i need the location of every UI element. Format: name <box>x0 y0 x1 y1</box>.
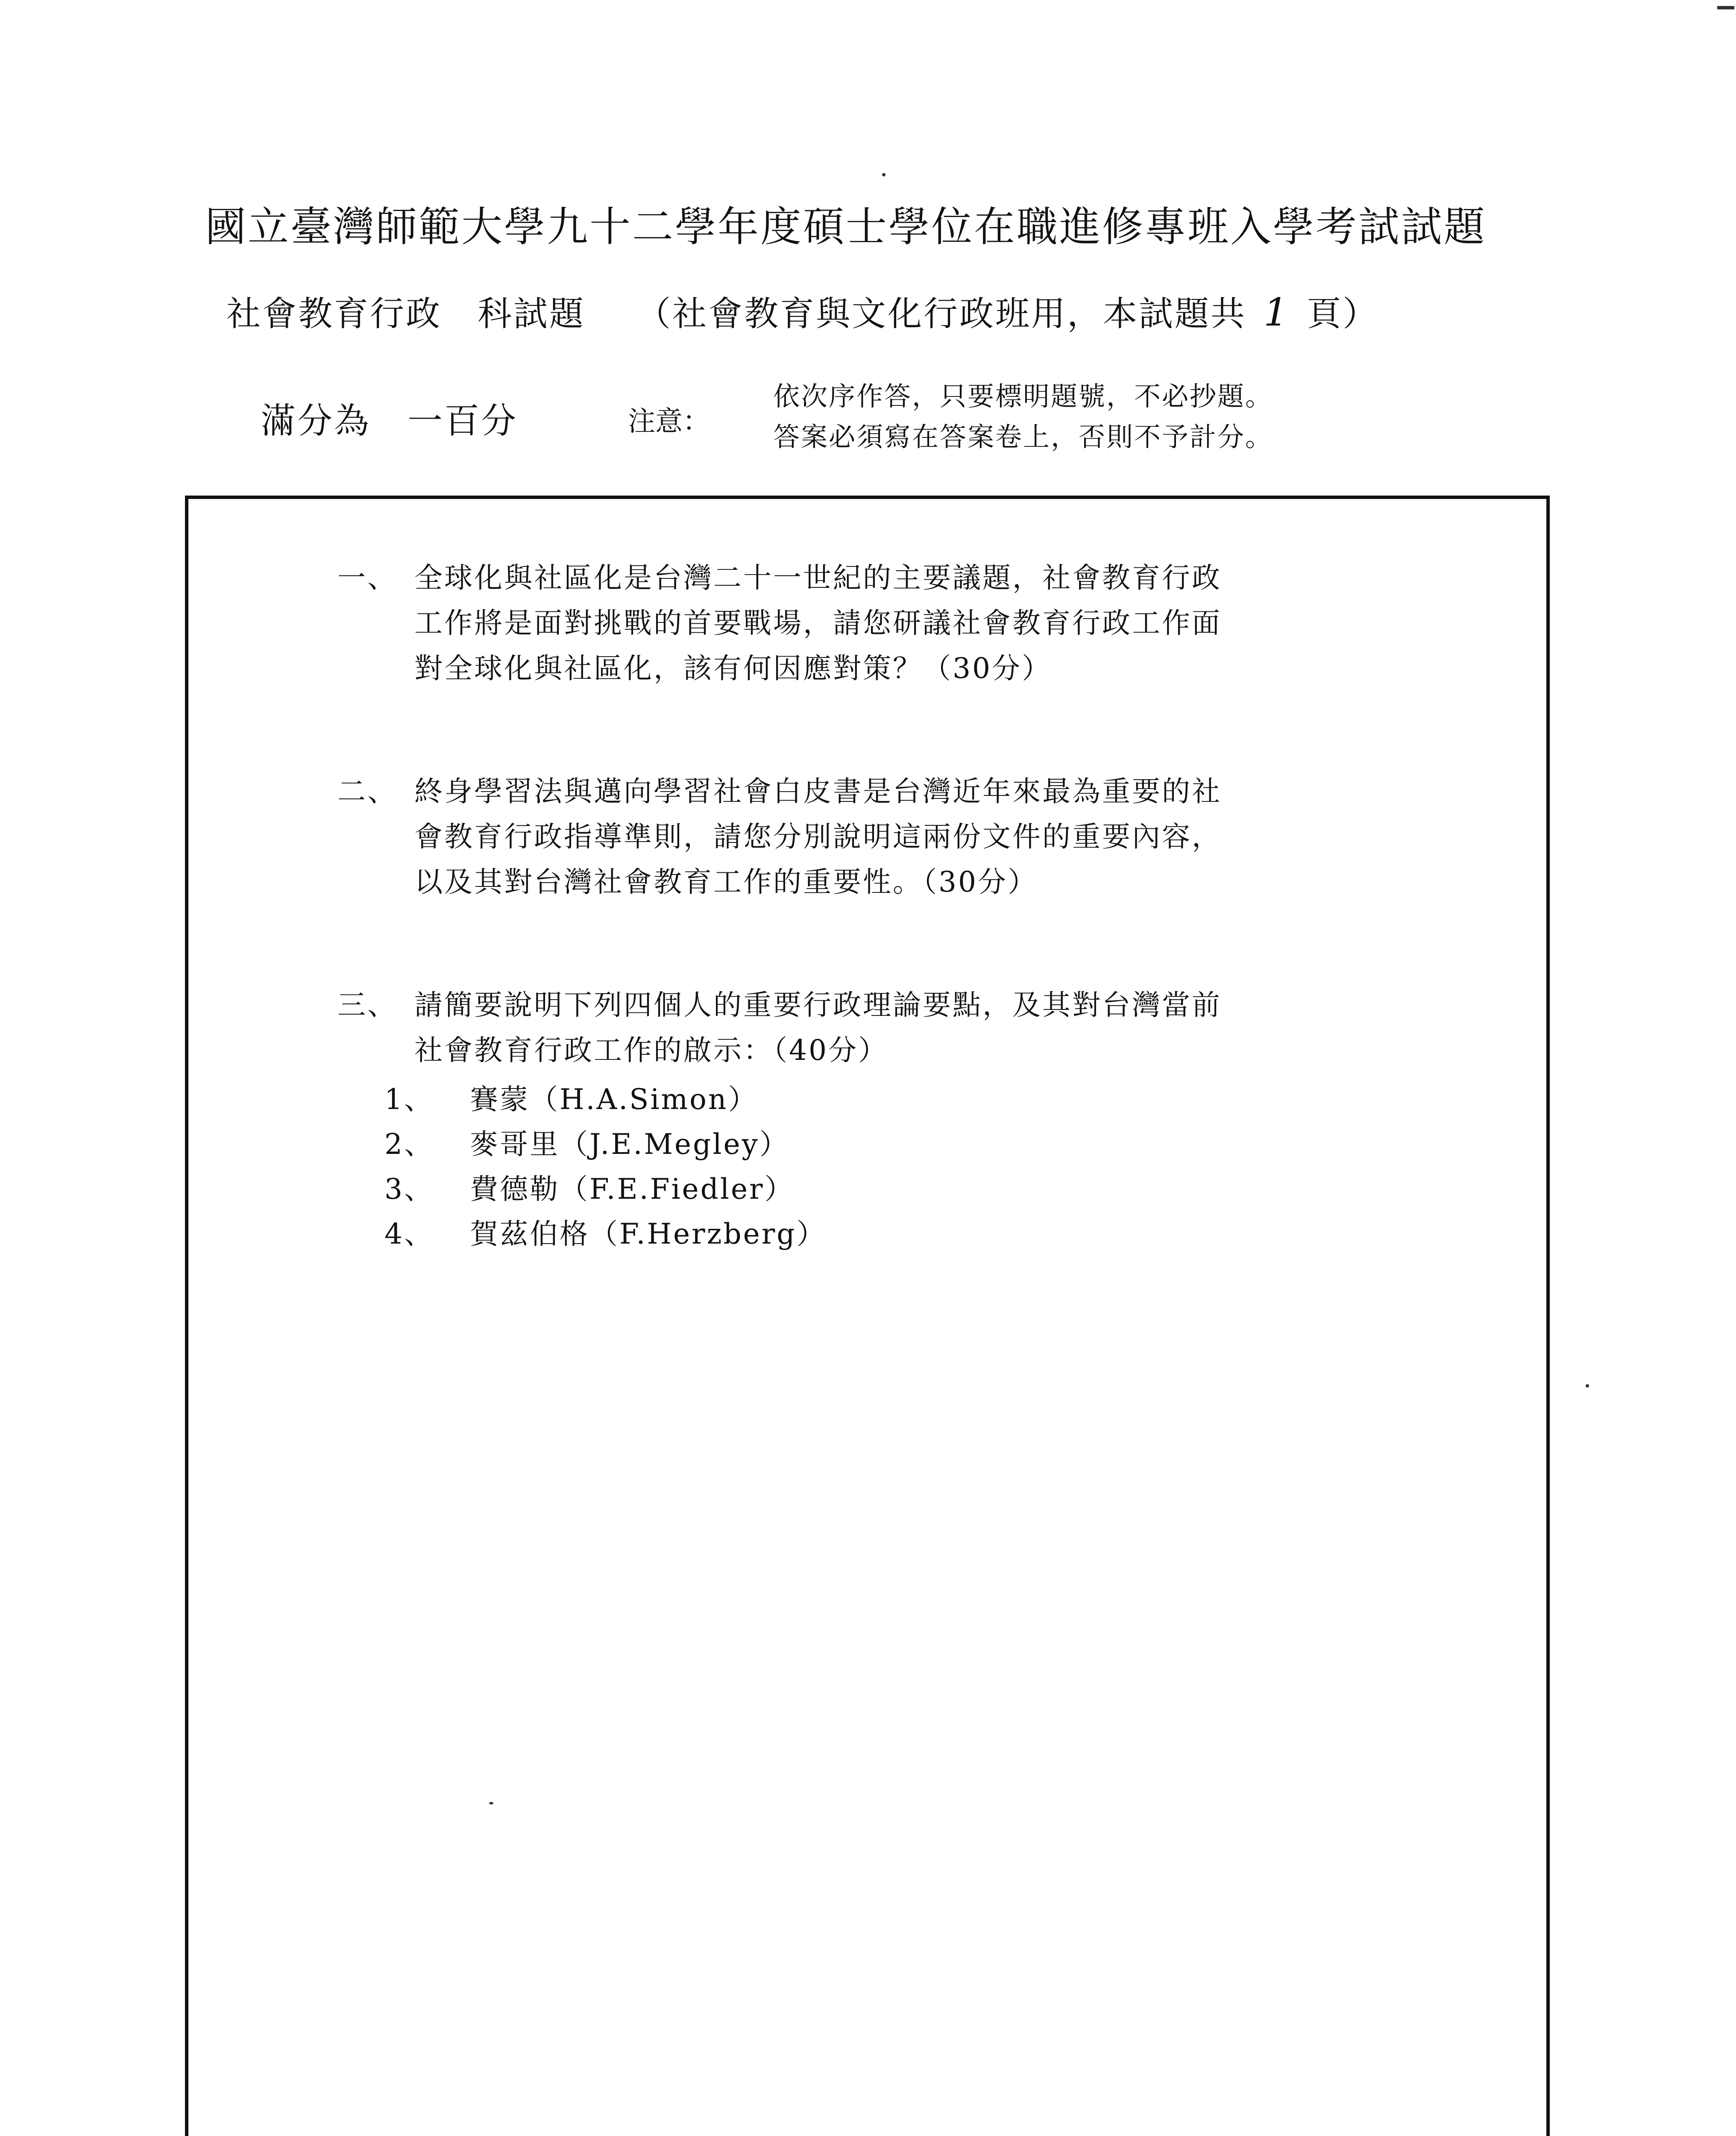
sub-item-text: 費德勒（F.E.Fiedler） <box>470 1173 795 1206</box>
notice-line: 答案必須寫在答案卷上，否則不予計分。 <box>773 421 1273 452</box>
question-body <box>414 983 1375 1073</box>
question-line: 全球化與社區化是台灣二十一世紀的主要議題，社會教育行政 <box>414 561 1222 594</box>
question-1 <box>337 555 1375 691</box>
scan-mark <box>1717 6 1734 9</box>
page-count: 1 <box>1264 290 1290 335</box>
question-line: 會教育行政指導準則，請您分別說明這兩份文件的重要內容， <box>414 820 1222 853</box>
exam-title: 國立臺灣師範大學九十二學年度碩士學位在職進修專班入學考試試題 <box>205 203 1487 251</box>
scan-speck <box>1586 1384 1589 1388</box>
subject-label: 社會教育行政 科試題 <box>226 294 585 334</box>
scan-speck <box>489 1802 493 1804</box>
notice-label: 注意： <box>628 406 710 437</box>
sub-item-text: 賽蒙（H.A.Simon） <box>470 1083 758 1116</box>
question-body <box>414 769 1375 905</box>
sub-item-number: 4、 <box>384 1218 434 1250</box>
question-3 <box>337 983 1375 1073</box>
scan-speck <box>882 173 886 176</box>
class-note-open: （社會教育與文化行政班用，本試題共 <box>636 294 1246 334</box>
question-line: 工作將是面對挑戰的首要戰場，請您研議社會教育行政工作面 <box>414 607 1222 640</box>
question-line: 以及其對台灣社會教育工作的重要性。（30分） <box>414 866 1038 898</box>
question-line: 對全球化與社區化，該有何因應對策？（30分） <box>414 652 1052 685</box>
question-number: 一、 <box>337 561 397 594</box>
question-frame <box>185 496 1550 2136</box>
exam-subtitle <box>226 286 1378 335</box>
sub-item-text: 賀茲伯格（F.Herzberg） <box>470 1218 827 1250</box>
notice-line: 依次序作答，只要標明題號，不必抄題。 <box>773 381 1273 412</box>
question-number: 二、 <box>337 775 397 808</box>
question-body <box>414 555 1375 691</box>
question-line: 請簡要說明下列四個人的重要行政理論要點，及其對台灣當前 <box>414 989 1222 1021</box>
question-line: 社會教育行政工作的啟示：（40分） <box>414 1034 888 1067</box>
question-number: 三、 <box>337 989 397 1021</box>
class-note-close: 頁） <box>1307 294 1379 334</box>
sub-item-number: 2、 <box>384 1128 434 1161</box>
sub-item-number: 1、 <box>384 1083 434 1116</box>
full-score: 滿分為 一百分 <box>261 401 518 441</box>
notice-lines <box>773 376 1273 457</box>
sub-item-number: 3、 <box>384 1173 434 1206</box>
question-line: 終身學習法與邁向學習社會白皮書是台灣近年來最為重要的社 <box>414 775 1222 808</box>
question-2 <box>337 769 1375 905</box>
sub-item-text: 麥哥里（J.E.Megley） <box>470 1128 789 1161</box>
